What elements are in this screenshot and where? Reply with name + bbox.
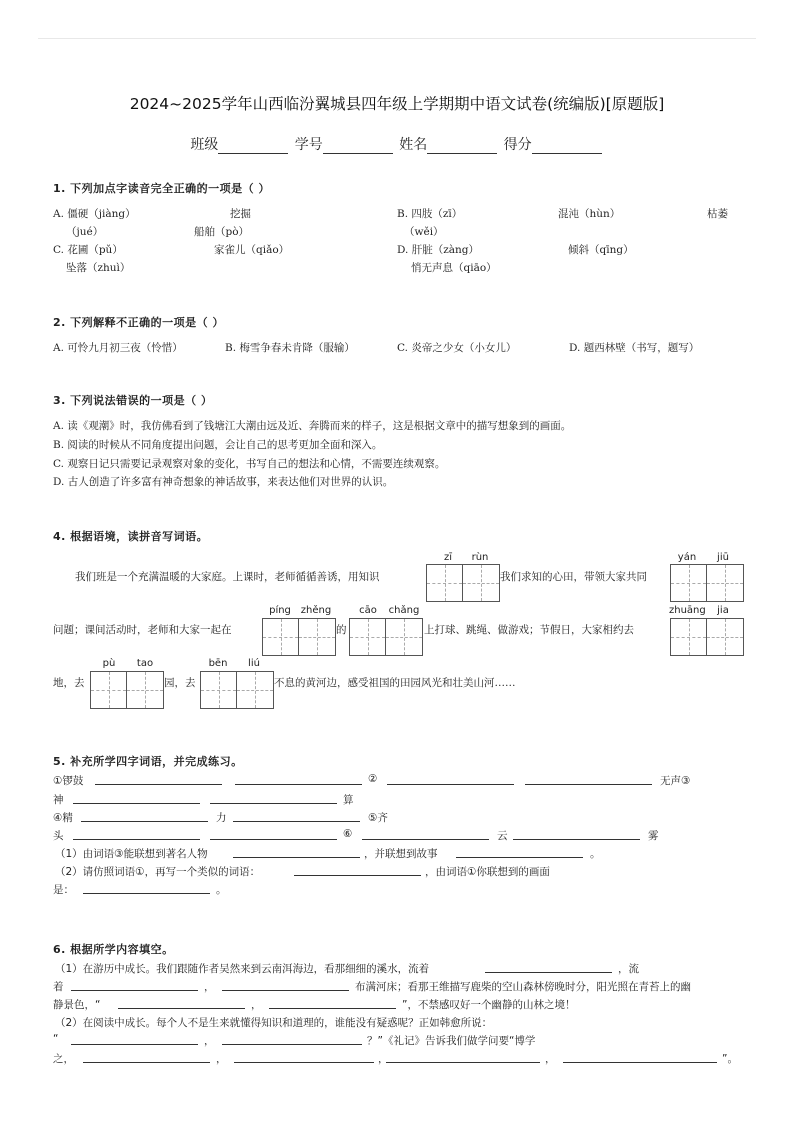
q1-option-b-word3: 枯萎: [707, 208, 728, 220]
pinyin-tao: tao: [136, 658, 154, 669]
q4-stem: 4. 根据语境，读拼音写词语。: [53, 530, 209, 543]
q5-sub2: （2）请仿照词语①，再写一个类似的词语：: [55, 866, 261, 878]
q4-line3-a: 地，去: [53, 677, 85, 689]
q1-option-c-word2: 家雀儿（qiǎo）: [214, 244, 290, 256]
q5-item5-cont: 头: [53, 830, 64, 842]
q1-option-d: D. 肝脏（zàng）: [397, 244, 479, 256]
q6-comma-5: ，: [378, 1053, 389, 1065]
q6-end-quote: ”。: [722, 1053, 738, 1065]
q4-line1-a: 我们班是一个充满温暖的大家庭。上课时，老师循循善诱，用知识: [75, 571, 380, 583]
q6-stem: 6. 根据所学内容填空。: [53, 943, 174, 956]
q4-line3-c: 不息的黄河边，感受祖国的田园风光和壮美山河……: [274, 677, 516, 689]
q2-option-b: B. 梅雪争春未肯降（服输）: [225, 342, 355, 354]
name-label: 姓名: [399, 137, 428, 153]
q5-blank-6a[interactable]: [362, 829, 489, 840]
q5-blank-3a[interactable]: [73, 793, 200, 804]
q1-option-a-word2-pinyin: （jué）: [66, 226, 104, 238]
q4-line2-a: 问题；课间活动时，老师和大家一起在: [53, 624, 232, 636]
q6-part2-line3-start: 之，: [53, 1053, 74, 1065]
q6-comma-2: ，: [251, 999, 262, 1011]
q5-sub2-cont: 是：: [53, 884, 74, 896]
q6-open-quote: “: [53, 1033, 59, 1045]
pinyin-zhuang: zhuāng: [669, 605, 706, 616]
pinyin-yan: yán: [677, 552, 697, 563]
q2-option-c: C. 炎帝之少女（小女儿）: [397, 342, 517, 354]
q5-sub1-mid: ，并联想到故事: [364, 848, 438, 860]
answer-grid-benliu[interactable]: [200, 671, 274, 709]
answer-grid-zirun[interactable]: [426, 564, 500, 602]
pinyin-jiu: jiū: [717, 552, 729, 563]
q1-option-a-word2: 挖掘: [230, 208, 251, 220]
pinyin-zheng: zhěng: [300, 605, 332, 616]
q1-option-d-word3: 悄无声息（qiāo）: [411, 262, 497, 274]
q2-stem: 2. 下列解释不正确的一项是（ ）: [53, 316, 224, 329]
q6-part1-line1: （1）在游历中成长。我们跟随作者吴然来到云南洱海边，看那细细的溪水，流着: [55, 963, 430, 975]
q5-sub1-end: 。: [590, 848, 601, 860]
q5-sub2-end: 。: [216, 884, 227, 896]
q5-item5: ⑤齐: [368, 812, 388, 824]
q5-blank-person[interactable]: [233, 847, 360, 858]
name-blank[interactable]: [427, 139, 497, 154]
pinyin-ben: bēn: [208, 658, 228, 669]
q1-option-c-word3: 坠落（zhuì）: [66, 262, 131, 274]
q5-item6-end: 雾: [648, 830, 659, 842]
q5-item2: ②: [368, 773, 378, 785]
q6-part2-line2-end: ？”《礼记》告诉我们做学问要“博学: [367, 1035, 536, 1047]
q6-comma-1: ，: [204, 981, 215, 993]
score-label: 得分: [503, 137, 532, 153]
q6-part1-line3-end: ”，不禁感叹好一个幽静的山林之境！: [402, 999, 576, 1011]
q5-blank-5b[interactable]: [210, 829, 337, 840]
q6-part1-line2-start: 着: [53, 981, 64, 993]
doc-title: 2024~2025学年山西临汾翼城县四年级上学期期中语文试卷(统编版)[原题版]: [129, 95, 665, 113]
answer-grid-caochang[interactable]: [349, 618, 423, 656]
q5-blank-3b[interactable]: [210, 793, 337, 804]
q5-item3: 无声③: [660, 775, 691, 787]
q5-item1: ①锣鼓: [53, 775, 84, 787]
q4-line2-b: 的: [336, 624, 347, 636]
q4-line2-c: 上打球、跳绳、做游戏；节假日，大家相约去: [424, 624, 634, 636]
q4-line1-b: 我们求知的心田，带领大家共同: [500, 571, 647, 583]
q3-option-d: D. 古人创造了许多富有神奇想象的神话故事，来表达他们对世界的认识。: [53, 476, 394, 488]
q1-option-b-word2: 混沌（hùn）: [558, 208, 621, 220]
header-divider: [38, 38, 756, 39]
q6-part1-line1-end: ，流: [618, 963, 639, 975]
q6-comma-4: ，: [216, 1053, 227, 1065]
answer-grid-putao[interactable]: [90, 671, 164, 709]
q5-item6-mid: 云: [497, 830, 508, 842]
q1-option-c: C. 花圃（pǔ）: [53, 244, 123, 256]
q6-blank-11[interactable]: [563, 1052, 717, 1063]
q5-item6: ⑥: [343, 828, 353, 840]
q3-option-b: B. 阅读的时候从不同角度提出问题，会让自己的思考更加全面和深入。: [53, 439, 383, 451]
q6-blank-6[interactable]: [71, 1034, 198, 1045]
q6-blank-1[interactable]: [485, 962, 612, 973]
q5-blank-4a[interactable]: [81, 811, 208, 822]
q6-comma-6: ，: [545, 1053, 556, 1065]
number-blank[interactable]: [323, 139, 393, 154]
number-label: 学号: [294, 137, 323, 153]
q1-option-a: A. 僵硬（jiàng）: [53, 208, 136, 220]
q5-blank-2a[interactable]: [387, 774, 514, 785]
class-blank[interactable]: [218, 139, 288, 154]
q5-blank-4b[interactable]: [233, 811, 360, 822]
q3-option-c: C. 观察日记只需要记录观察对象的变化，书写自己的想法和心情，不需要连续观察。: [53, 458, 446, 470]
pinyin-pu: pù: [102, 658, 116, 669]
answer-grid-zhuangjia[interactable]: [670, 618, 744, 656]
q5-blank-6b[interactable]: [513, 829, 640, 840]
q5-blank-2b[interactable]: [525, 774, 652, 785]
q5-blank-1a[interactable]: [95, 774, 222, 785]
q2-option-a: A. 可怜九月初三夜（怜惜）: [53, 342, 183, 354]
pinyin-zi: zī: [443, 552, 453, 563]
q6-blank-9[interactable]: [234, 1052, 374, 1063]
q3-option-a: A. 读《观潮》时，我仿佛看到了钱塘江大潮由远及近、奔腾而来的样子，这是根据文章中的描写想象到的画面。: [53, 420, 572, 432]
q1-option-d-word2: 倾斜（qīng）: [568, 244, 634, 256]
q6-blank-10[interactable]: [386, 1052, 540, 1063]
answer-grid-yanjiu[interactable]: [670, 564, 744, 602]
q5-stem: 5. 补充所学四字词语，并完成练习。: [53, 755, 243, 768]
q6-blank-2[interactable]: [71, 980, 198, 991]
q6-part1-line3-start: 静景色，“: [53, 999, 101, 1011]
pinyin-ping: píng: [269, 605, 291, 616]
q5-blank-similar[interactable]: [294, 865, 421, 876]
student-info-row: [0, 134, 794, 154]
pinyin-run: rùn: [471, 552, 489, 563]
q1-option-a-word3: 船舶（pò）: [194, 226, 250, 238]
q1-option-b: B. 四肢（zī）: [397, 208, 463, 220]
q5-sub1: （1）由词语③能联想到著名人物: [55, 848, 208, 860]
q5-blank-5a[interactable]: [73, 829, 200, 840]
q6-blank-3[interactable]: [222, 980, 349, 991]
pinyin-liu: liú: [248, 658, 260, 669]
pinyin-jia: jia: [717, 605, 729, 616]
q6-blank-4[interactable]: [118, 998, 245, 1009]
q5-blank-1b[interactable]: [235, 774, 362, 785]
q4-line3-b: 园，去: [164, 677, 196, 689]
q5-sub2-mid: ，由词语①你联想到的画面: [425, 866, 550, 878]
q5-item3-cont: 神: [53, 794, 64, 806]
class-label: 班级: [190, 137, 219, 153]
q5-blank-scene[interactable]: [83, 883, 210, 894]
answer-grid-pingzheng[interactable]: [262, 618, 336, 656]
pinyin-cao: cāo: [359, 605, 377, 616]
q5-blank-story[interactable]: [456, 847, 583, 858]
q5-item4-mid: 力: [216, 812, 227, 824]
q5-item3-end: 算: [343, 794, 354, 806]
q2-option-d: D. 题西林壁（书写，题写）: [569, 342, 700, 354]
q1-option-b-word3-pinyin: （wěi）: [404, 226, 444, 238]
score-blank[interactable]: [532, 139, 602, 154]
q6-part1-line2: 布满河床；看那王维描写鹿柴的空山森林傍晚时分，阳光照在青苔上的幽: [355, 981, 691, 993]
q6-blank-8[interactable]: [83, 1052, 210, 1063]
q3-stem: 3. 下列说法错误的一项是（ ）: [53, 394, 213, 407]
q5-item4: ④精: [53, 812, 73, 824]
q6-comma-3: ，: [204, 1035, 215, 1047]
pinyin-chang: chǎng: [388, 605, 420, 616]
q6-blank-7[interactable]: [222, 1034, 362, 1045]
q1-stem: 1. 下列加点字读音完全正确的一项是（ ）: [53, 182, 270, 195]
q6-blank-5[interactable]: [269, 998, 396, 1009]
q6-part2-line1: （2）在阅读中成长。每个人不是生来就懂得知识和道理的，谁能没有疑惑呢？正如韩愈所说：: [55, 1017, 493, 1029]
